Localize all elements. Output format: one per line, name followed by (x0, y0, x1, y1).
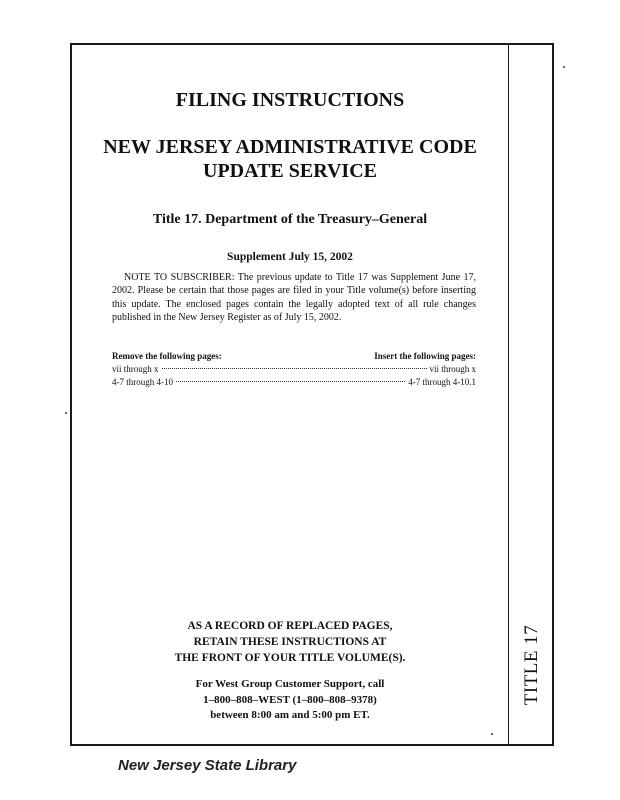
remove-pages-cell: 4-7 through 4-10 (112, 377, 173, 387)
scan-speck (563, 66, 565, 68)
insert-pages-header: Insert the following pages: (374, 351, 476, 361)
code-title-line-1: NEW JERSEY ADMINISTRATIVE CODE (103, 136, 477, 158)
tab-divider (508, 43, 509, 746)
retention-line-3: THE FRONT OF YOUR TITLE VOLUME(S). (174, 652, 406, 664)
retention-line-1: AS A RECORD OF REPLACED PAGES, (187, 620, 393, 632)
document-title: FILING INSTRUCTIONS (175, 89, 405, 111)
supplement-date: Supplement July 15, 2002 (227, 251, 353, 263)
insert-pages-cell: vii through x (429, 364, 476, 374)
subscriber-note (112, 271, 476, 324)
code-title (72, 135, 508, 183)
table-row (112, 363, 476, 376)
library-stamp: New Jersey State Library (118, 757, 297, 774)
pages-table-header (112, 350, 476, 363)
support-phone: 1–800–808–WEST (1–800–808–9378) (203, 693, 377, 706)
department-heading: Title 17. Department of the Treasury–General (152, 212, 428, 227)
retention-notice (72, 618, 508, 666)
scan-speck (491, 733, 493, 735)
customer-support-info (72, 677, 508, 724)
remove-pages-header: Remove the following pages: (112, 351, 222, 361)
code-title-line-2: UPDATE SERVICE (203, 160, 377, 182)
scan-speck (65, 412, 67, 414)
support-hours: between 8:00 am and 5:00 pm ET. (210, 709, 370, 721)
table-row (112, 376, 476, 389)
side-tab-label: TITLE 17 (521, 624, 542, 706)
remove-pages-cell: vii through x (112, 364, 159, 374)
retention-line-2: RETAIN THESE INSTRUCTIONS AT (193, 636, 387, 648)
pages-table (112, 350, 476, 389)
dot-leader (176, 381, 405, 382)
support-line-1: For West Group Customer Support, call (195, 678, 385, 690)
dot-leader (162, 368, 427, 369)
insert-pages-cell: 4-7 through 4-10.1 (408, 377, 476, 387)
subscriber-note-text: NOTE TO SUBSCRIBER: The previous update to Title 17 was Supplement June 17, 2002. Please be certain that those pages are filed in your Title volume(s) before inserting this update. The enclosed pages contain the legally adopted text of all rule changes published in the New Jersey Register as of July 15, 2002. (112, 272, 476, 323)
